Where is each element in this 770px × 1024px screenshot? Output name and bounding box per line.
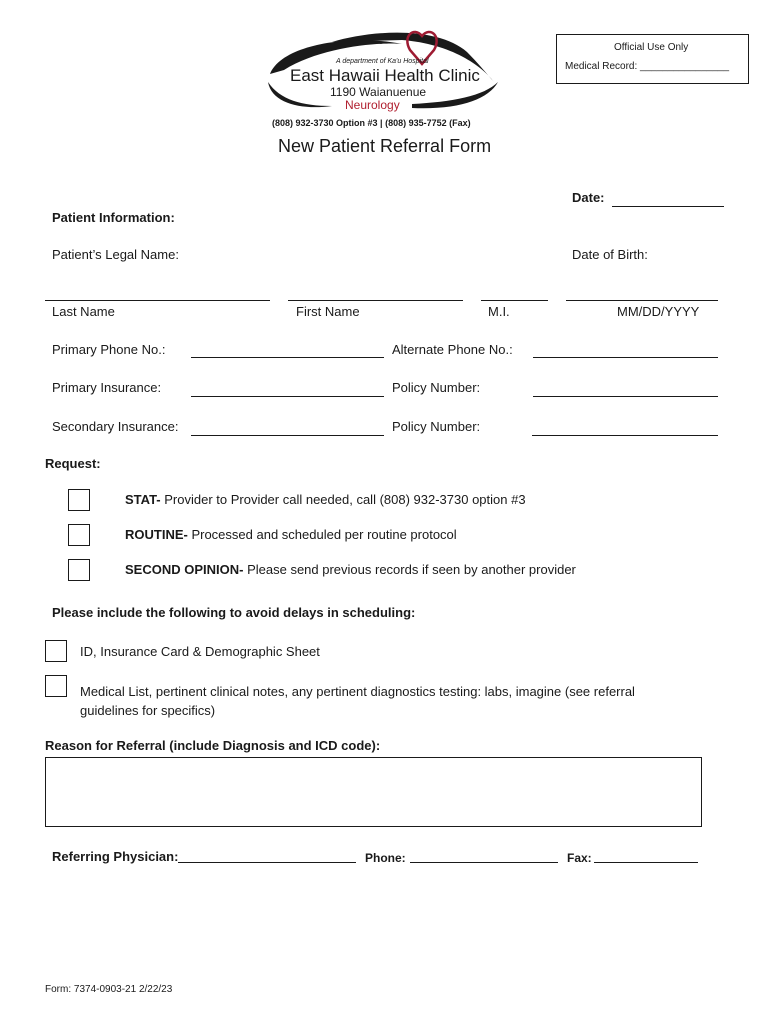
contact-line: (808) 932-3730 Option #3 | (808) 935-7752 (Fax) [272,118,471,128]
policy-number-2-line[interactable] [532,435,718,436]
second-opinion-checkbox[interactable] [68,559,90,581]
medical-list-checkbox[interactable] [45,675,67,697]
primary-insurance-line[interactable] [191,396,384,397]
reason-textbox[interactable] [45,757,702,827]
first-name-caption: First Name [296,304,360,319]
legal-name-label: Patient’s Legal Name: [52,247,179,262]
alt-phone-line[interactable] [533,357,718,358]
dob-line[interactable] [566,300,718,301]
stat-checkbox[interactable] [68,489,90,511]
policy-number-2-label: Policy Number: [392,419,481,434]
first-name-line[interactable] [288,300,463,301]
medical-list-item: Medical List, pertinent clinical notes, any pertinent diagnostics testing: labs, imagine (see referral guidelines for specifics) [80,684,635,718]
primary-phone-line[interactable] [191,357,384,358]
official-use-title: Official Use Only [614,42,689,53]
secondary-insurance-label: Secondary Insurance: [52,419,179,434]
second-opinion-option [125,562,576,577]
routine-text: Processed and scheduled per routine protocol [187,527,457,542]
id-insurance-item: ID, Insurance Card & Demographic Sheet [80,644,320,659]
medical-record-label: Medical Record: ________________ [565,61,730,72]
policy-number-1-label: Policy Number: [392,380,481,395]
include-heading: Please include the following to avoid delays in scheduling: [52,605,416,620]
department-line: A department of Ka'u Hospital [336,58,429,65]
alt-phone-label: Alternate Phone No.: [392,342,513,357]
routine-option [125,527,457,542]
form-title: New Patient Referral Form [278,136,492,156]
routine-key: ROUTINE- [125,527,188,542]
stat-key: STAT- [125,492,161,507]
clinic-logo [262,22,510,118]
physician-line[interactable] [178,862,356,863]
official-use-box [556,34,749,84]
clinic-name: East Hawaii Health Clinic [290,66,480,85]
reason-heading: Reason for Referral (include Diagnosis and ICD code): [45,738,381,753]
policy-number-1-line[interactable] [533,396,718,397]
secondary-insurance-line[interactable] [191,435,384,436]
stat-text: Provider to Provider call needed, call (808) 932-3730 option #3 [160,492,526,507]
patient-info-heading: Patient Information: [52,210,175,225]
mi-caption: M.I. [488,304,510,319]
phone-line[interactable] [410,862,558,863]
last-name-line[interactable] [45,300,270,301]
fax-label: Fax: [567,851,592,865]
routine-checkbox[interactable] [68,524,90,546]
id-insurance-checkbox[interactable] [45,640,67,662]
phone-label: Phone: [365,851,406,865]
clinic-address: 1190 Waianuenue [330,85,427,99]
clinic-specialty: Neurology [345,98,400,112]
mi-line[interactable] [481,300,548,301]
form-code: Form: 7374-0903-21 2/22/23 [45,984,173,995]
second-opinion-key: SECOND OPINION- [125,562,244,577]
last-name-caption: Last Name [52,304,115,319]
fax-line[interactable] [594,862,698,863]
physician-label: Referring Physician: [52,849,179,864]
stat-option [125,492,526,507]
second-opinion-text: Please send previous records if seen by another provider [243,562,576,577]
dob-label: Date of Birth: [572,247,648,262]
primary-phone-label: Primary Phone No.: [52,342,166,357]
dob-format-caption: MM/DD/YYYY [617,304,700,319]
primary-insurance-label: Primary Insurance: [52,380,162,395]
date-label: Date: [572,190,605,205]
request-heading: Request: [45,456,101,471]
date-line[interactable] [612,206,724,207]
